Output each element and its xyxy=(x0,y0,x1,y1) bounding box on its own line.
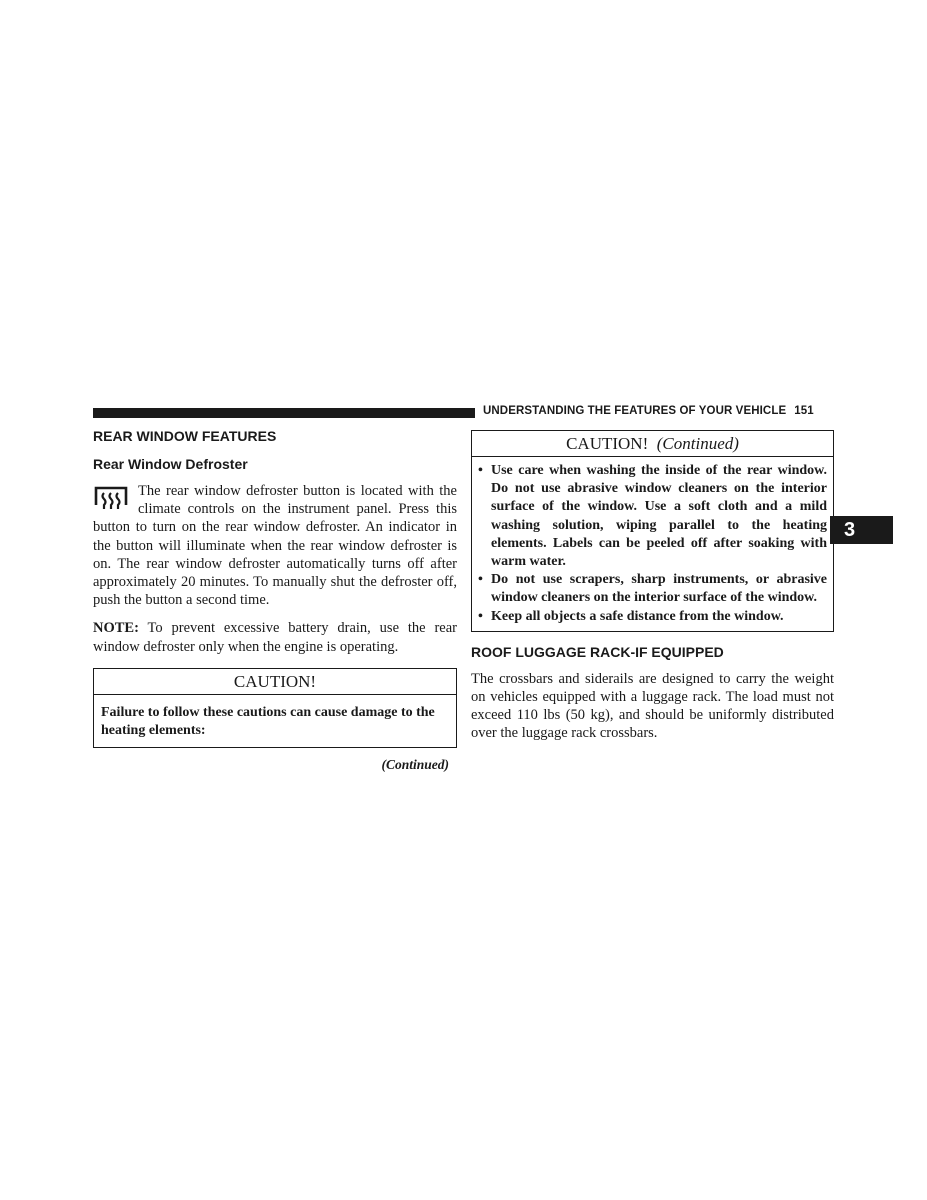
caution-title-left: CAUTION! xyxy=(94,669,456,695)
caution-title-text: CAUTION! xyxy=(566,434,649,453)
caution-title-continued: (Continued) xyxy=(656,434,739,453)
note-label: NOTE: xyxy=(93,620,139,637)
note-paragraph xyxy=(93,619,457,655)
caution-box-right xyxy=(471,430,834,632)
subheading-rear-defroster: Rear Window Defroster xyxy=(93,456,248,472)
header-title: UNDERSTANDING THE FEATURES OF YOUR VEHICLE xyxy=(483,405,787,417)
right-column xyxy=(471,430,834,743)
running-header xyxy=(483,405,835,417)
left-column xyxy=(93,427,457,773)
continued-label: (Continued) xyxy=(381,757,449,773)
bullet-icon: • xyxy=(478,572,483,588)
bullet-icon: • xyxy=(478,608,483,624)
caution-item xyxy=(478,608,827,626)
rear-defroster-icon xyxy=(93,485,129,511)
section-heading-rear-window: REAR WINDOW FEATURES xyxy=(93,428,277,444)
caution-box-left xyxy=(93,668,457,748)
caution-title-right xyxy=(472,431,833,457)
bullet-icon: • xyxy=(478,463,483,478)
page-number: 151 xyxy=(794,405,814,417)
note-text: To prevent excessive battery drain, use the rear window defroster only when the engine is operating. xyxy=(93,620,457,655)
section-heading-roof-rack: ROOF LUGGAGE RACK-IF EQUIPPED xyxy=(471,643,724,660)
caution-item-text: Keep all objects a safe distance from the window. xyxy=(491,608,784,624)
caution-body-left: Failure to follow these cautions can cause damage to the heating elements: xyxy=(101,704,435,739)
caution-list xyxy=(472,457,833,631)
defroster-paragraph-block xyxy=(93,482,457,609)
defroster-description: The rear window defroster button is located with the climate controls on the instrument panel. Press this button to turn on the rear window defroster. An indicator in the button will illuminate when the rear window defroster is on. The rear window defroster automatically turns off after approximately 20 minutes. To manually shut the defroster off, push the button a second time. xyxy=(93,483,457,609)
header-rule xyxy=(93,408,475,418)
caution-item-text: Use care when washing the inside of the rear window. Do not use abrasive window cleaners on the interior surface of the window. Use a soft cloth and a mild washing solution, wiping parallel to the heating elements. Labels can be peeled off after soaking with warm water. xyxy=(491,463,827,570)
roof-rack-paragraph: The crossbars and siderails are designed to carry the weight on vehicles equipped with a luggage rack. The load must not exceed 110 lbs (50 kg), and should be uniformly distributed over the luggage rack crossbars. xyxy=(471,670,834,742)
chapter-tab: 3 xyxy=(830,516,893,544)
caution-item xyxy=(478,462,827,571)
caution-item xyxy=(478,571,827,607)
caution-item-text: Do not use scrapers, sharp instruments, or abrasive window cleaners on the interior surface of the window. xyxy=(491,572,827,606)
